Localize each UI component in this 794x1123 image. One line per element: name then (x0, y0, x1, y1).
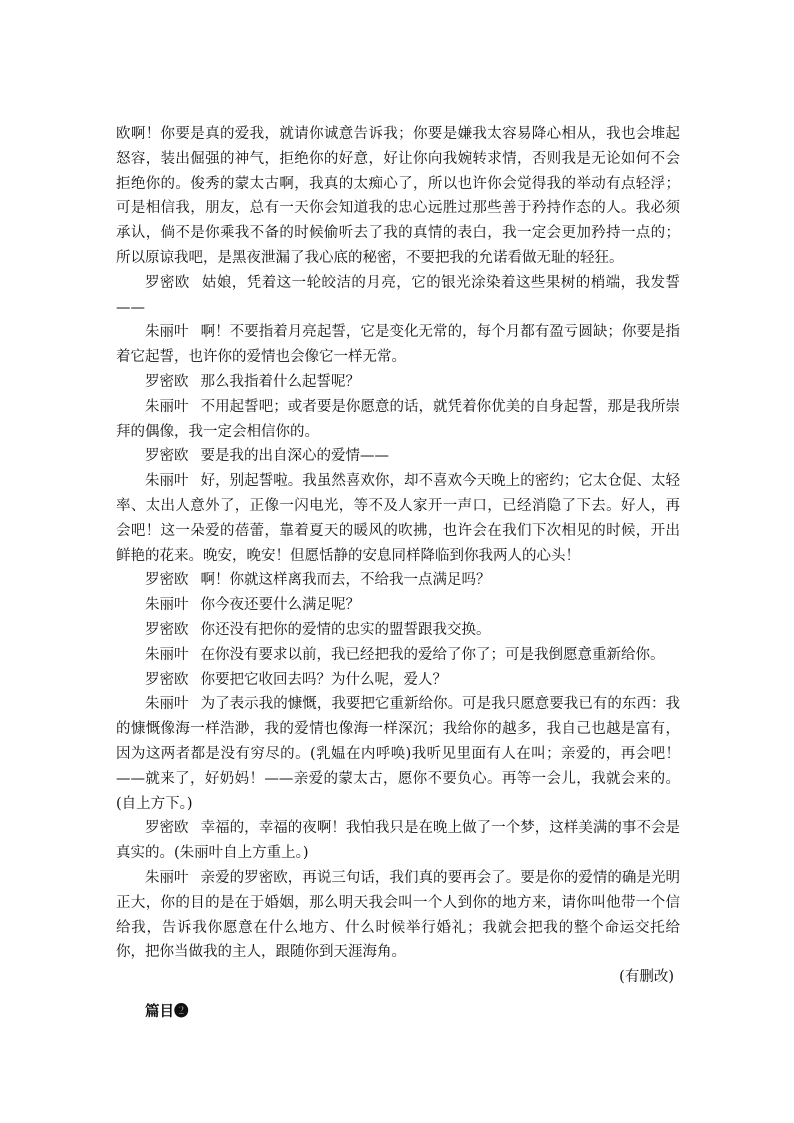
paragraph (116, 692, 680, 816)
speech-text: 幸福的，幸福的夜啊！我怕我只是在晚上做了一个梦，这样美满的事不会是真实的。(朱丽叶自上方重上。) (116, 820, 681, 862)
speaker-name: 朱丽叶 (145, 473, 189, 490)
paragraph (116, 395, 680, 445)
speech-text: 要是我的出自深心的爱情—— (200, 448, 389, 465)
section-label: 篇目❷ (145, 1002, 189, 1020)
speech-text: 亲爱的罗密欧，再说三句话，我们真的要再会了。要是你的爱情的确是光明正大，你的目的是在于婚姻，那么明天我会叫一个人到你的地方来，请你叫他带一个信给我，告诉我你愿意在什么地方、什么时候举行婚礼；我就会把我的整个命运交托给你，把你当做我的主人，跟随你到天涯海角。 (116, 869, 681, 961)
speaker-name: 朱丽叶 (145, 324, 189, 341)
paragraph (116, 568, 680, 593)
speech-text: 啊！不要指着月亮起誓，它是变化无常的，每个月都有盈亏圆缺；你要是指着它起誓，也许你的爱情也会像它一样无常。 (116, 324, 681, 366)
speech-text: 好，别起誓啦。我虽然喜欢你，却不喜欢今天晚上的密约；它太仓促、太轻率、太出人意外了，正像一闪电光，等不及人家开一声口，已经消隐了下去。好人，再会吧！这一朵爱的蓓蕾，靠着夏天的暖风的吹拂，也许会在我们下次相见的时候，开出鲜艳的花来。晚安，晚安！但愿恬静的安息同样降临到你我两人的心头！ (116, 473, 681, 564)
speaker-name: 朱丽叶 (145, 398, 189, 415)
paragraph (116, 320, 680, 370)
speech-text: 为了表示我的慷慨，我要把它重新给你。可是我只愿意要我已有的东西：我的慷慨像海一样浩渺，我的爱情也像海一样深沉；我给你的越多，我自己也越是富有，因为这两者都是没有穷尽的。(乳媪在内呼唤)我听见里面有人在叫；亲爱的，再会吧！——就来了，好奶妈！——亲爱的蒙太古，愿你不要负心。再等一会儿，我就会来的。(自上方下。) (116, 696, 681, 812)
speaker-name: 朱丽叶 (145, 597, 189, 614)
dialogue-text (116, 122, 680, 965)
speech-text: 那么我指着什么起誓呢？ (200, 373, 360, 390)
speaker-name: 罗密欧 (145, 820, 189, 837)
paragraph (116, 444, 680, 469)
paragraph (116, 668, 680, 693)
speech-text: 姑娘，凭着这一轮皎洁的月亮，它的银光涂染着这些果树的梢端，我发誓—— (116, 274, 681, 316)
paragraph (116, 271, 680, 321)
paragraph (116, 469, 680, 568)
speaker-name: 朱丽叶 (145, 869, 189, 886)
speech-text: 不用起誓吧；或者要是你愿意的话，就凭着你优美的自身起誓，那是我所崇拜的偶像，我一定会相信你的。 (116, 398, 681, 440)
paragraph (116, 593, 680, 618)
speaker-name: 罗密欧 (145, 621, 189, 638)
speaker-name: 罗密欧 (145, 274, 190, 291)
speaker-name: 罗密欧 (145, 572, 189, 589)
paragraph (116, 643, 680, 668)
speech-text: 啊！你就这样离我而去，不给我一点满足吗？ (200, 572, 491, 589)
speaker-name: 罗密欧 (145, 448, 189, 465)
speech-text: 你今夜还要什么满足呢？ (200, 597, 360, 614)
paragraph (116, 816, 680, 866)
paragraph (116, 122, 680, 271)
speaker-name: 朱丽叶 (145, 646, 189, 663)
paragraph (116, 866, 680, 965)
speaker-name: 罗密欧 (145, 671, 189, 688)
speech-text: 你要把它收回去吗？为什么呢，爱人？ (200, 671, 447, 688)
speaker-name: 罗密欧 (145, 373, 189, 390)
paragraph (116, 618, 680, 643)
speech-text: 欧啊！你要是真的爱我，就请你诚意告诉我；你要是嫌我太容易降心相从，我也会堆起怒容，装出倔强的神气，拒绝你的好意，好让你向我婉转求情，否则我是无论如何不会拒绝你的。俊秀的蒙太古啊，我真的太痴心了，所以也许你会觉得我的举动有点轻浮；可是相信我，朋友，总有一天你会知道我的忠心远胜过那些善于矜持作态的人。我必须承认，倘不是你乘我不备的时候偷听去了我的真情的表白，我一定会更加矜持一点的；所以原谅我吧，是黑夜泄漏了我心底的秘密，不要把我的允诺看做无耻的轻狂。 (116, 126, 680, 266)
paragraph (116, 370, 680, 395)
speaker-name: 朱丽叶 (145, 696, 189, 713)
source-note: (有删改) (619, 969, 674, 986)
speech-text: 你还没有把你的爱情的忠实的盟誓跟我交换。 (200, 621, 491, 638)
document-page (116, 122, 680, 1025)
speech-text: 在你没有要求以前，我已经把我的爱给了你了；可是我倒愿意重新给你。 (200, 646, 665, 663)
